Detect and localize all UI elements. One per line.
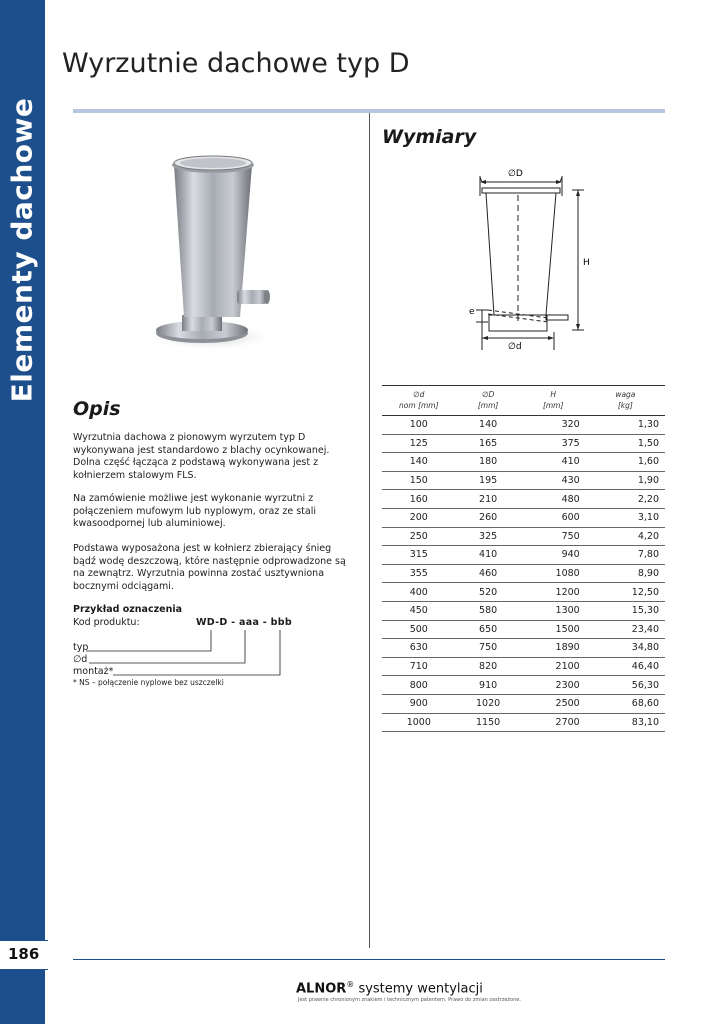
product-code-label: Kod produktu:	[73, 617, 140, 628]
table-cell: 355	[382, 564, 456, 583]
description-paragraph-1: Wyrzutnia dachowa z pionowym wyrzutem typ D wykonywana jest standardowo z blachy ocynkowanej. Dolna część łącząca z podstawą wykonywana jest z kołnierzem stalowym FLS.	[73, 432, 330, 481]
table-cell: 900	[382, 694, 456, 713]
table-cell: 430	[521, 471, 586, 490]
page-title: Wyrzutnie dachowe typ D	[62, 48, 410, 79]
table-cell: 15,30	[586, 601, 665, 620]
table-cell: 325	[456, 527, 521, 546]
drawing-label-e: e	[469, 307, 475, 317]
table-cell: 750	[521, 527, 586, 546]
footer-divider	[73, 959, 665, 960]
table-row	[382, 583, 665, 602]
table-row	[382, 434, 665, 453]
table-row	[382, 490, 665, 509]
table-cell: 630	[382, 639, 456, 658]
dimension-drawing	[460, 160, 610, 360]
table-cell: 820	[456, 657, 521, 676]
table-cell: 1020	[456, 694, 521, 713]
table-cell: 650	[456, 620, 521, 639]
legend-type: typ	[73, 642, 89, 653]
table-cell: 125	[382, 434, 456, 453]
product-code: WD-D - aaa - bbb	[196, 617, 292, 628]
table-cell: 4,20	[586, 527, 665, 546]
table-cell: 8,90	[586, 564, 665, 583]
table-cell: 165	[456, 434, 521, 453]
table-cell: 2500	[521, 694, 586, 713]
table-row	[382, 527, 665, 546]
table-cell: 910	[456, 676, 521, 695]
table-cell: 150	[382, 471, 456, 490]
table-cell: 1,30	[586, 416, 665, 435]
table-cell: 580	[456, 601, 521, 620]
table-cell: 1300	[521, 601, 586, 620]
table-row	[382, 657, 665, 676]
page-number: 186	[8, 945, 40, 963]
col-header-H: H [mm]	[521, 386, 586, 416]
table-cell: 1200	[521, 583, 586, 602]
table-cell: 460	[456, 564, 521, 583]
sidebar-section-title: Elementy dachowe	[5, 97, 39, 403]
legend-mounting: montaż*	[73, 666, 114, 677]
table-cell: 160	[382, 490, 456, 509]
table-cell: 83,10	[586, 713, 665, 732]
table-row	[382, 453, 665, 472]
table-cell: 750	[456, 639, 521, 658]
table-row	[382, 639, 665, 658]
table-cell: 195	[456, 471, 521, 490]
table-header-row	[382, 386, 665, 416]
table-row	[382, 676, 665, 695]
code-legend-lines	[85, 628, 285, 678]
table-row	[382, 508, 665, 527]
table-cell: 410	[456, 546, 521, 565]
table-cell: 450	[382, 601, 456, 620]
description-paragraph-3: Podstawa wyposażona jest w kołnierz zbierający śnieg bądź wodę deszczową, które następnie odprowadzone są na zewnątrz. Wyrzutnia powinna zostać usztywniona bocznymi odciągami.	[73, 543, 346, 592]
brand-logo	[296, 980, 483, 996]
table-cell: 23,40	[586, 620, 665, 639]
table-cell: 7,80	[586, 546, 665, 565]
drawing-label-D: ∅D	[508, 169, 523, 179]
table-cell: 56,30	[586, 676, 665, 695]
table-row	[382, 416, 665, 435]
table-cell: 140	[456, 416, 521, 435]
table-cell: 1080	[521, 564, 586, 583]
col-header-weight: waga [kg]	[586, 386, 665, 416]
registered-mark: ®	[346, 980, 355, 989]
table-cell: 180	[456, 453, 521, 472]
table-cell: 34,80	[586, 639, 665, 658]
table-cell: 1,60	[586, 453, 665, 472]
table-cell: 480	[521, 490, 586, 509]
table-cell: 200	[382, 508, 456, 527]
table-cell: 2300	[521, 676, 586, 695]
table-row	[382, 713, 665, 732]
col-header-d: ∅d nom [mm]	[382, 386, 456, 416]
brand-tagline: systemy wentylacji	[358, 981, 483, 997]
description-heading: Opis	[73, 398, 121, 420]
table-cell: 600	[521, 508, 586, 527]
table-cell: 320	[521, 416, 586, 435]
dimensions-table	[382, 385, 665, 732]
table-row	[382, 471, 665, 490]
table-row	[382, 601, 665, 620]
table-row	[382, 564, 665, 583]
drawing-label-d: ∅d	[508, 342, 522, 352]
table-cell: 1,50	[586, 434, 665, 453]
column-divider	[369, 113, 370, 948]
drawing-label-H: H	[583, 258, 590, 268]
table-cell: 520	[456, 583, 521, 602]
table-row	[382, 546, 665, 565]
table-cell: 2100	[521, 657, 586, 676]
table-cell: 100	[382, 416, 456, 435]
col-header-D: ∅D [mm]	[456, 386, 521, 416]
table-cell: 68,60	[586, 694, 665, 713]
table-cell: 3,10	[586, 508, 665, 527]
dimensions-heading: Wymiary	[382, 126, 477, 148]
table-cell: 210	[456, 490, 521, 509]
table-cell: 375	[521, 434, 586, 453]
table-cell: 1890	[521, 639, 586, 658]
table-row	[382, 694, 665, 713]
table-cell: 940	[521, 546, 586, 565]
table-cell: 1500	[521, 620, 586, 639]
table-row	[382, 620, 665, 639]
table-cell: 2,20	[586, 490, 665, 509]
table-cell: 140	[382, 453, 456, 472]
description-paragraph-2: Na zamówienie możliwe jest wykonanie wyrzutni z połączeniem mufowym lub nyplowym, oraz ze stali kwasoodpornej lub aluminiowej.	[73, 493, 316, 530]
table-cell: 250	[382, 527, 456, 546]
table-cell: 315	[382, 546, 456, 565]
table-cell: 800	[382, 676, 456, 695]
example-title: Przykład oznaczenia	[73, 604, 182, 615]
table-cell: 1000	[382, 713, 456, 732]
table-cell: 2700	[521, 713, 586, 732]
product-image	[140, 145, 290, 355]
table-cell: 46,40	[586, 657, 665, 676]
table-cell: 260	[456, 508, 521, 527]
table-cell: 710	[382, 657, 456, 676]
legend-diameter: ∅d	[73, 654, 88, 665]
legal-notice: Jest prawnie chronionym znakiem i technicznym patentem. Prawo do zmian zastrzeżone.	[298, 997, 521, 1003]
table-cell: 400	[382, 583, 456, 602]
table-cell: 12,50	[586, 583, 665, 602]
table-cell: 1150	[456, 713, 521, 732]
table-cell: 1,90	[586, 471, 665, 490]
table-cell: 410	[521, 453, 586, 472]
example-footnote: * NS – połączenie nyplowe bez uszczelki	[73, 678, 224, 687]
brand-name: ALNOR	[296, 981, 347, 997]
table-cell: 500	[382, 620, 456, 639]
